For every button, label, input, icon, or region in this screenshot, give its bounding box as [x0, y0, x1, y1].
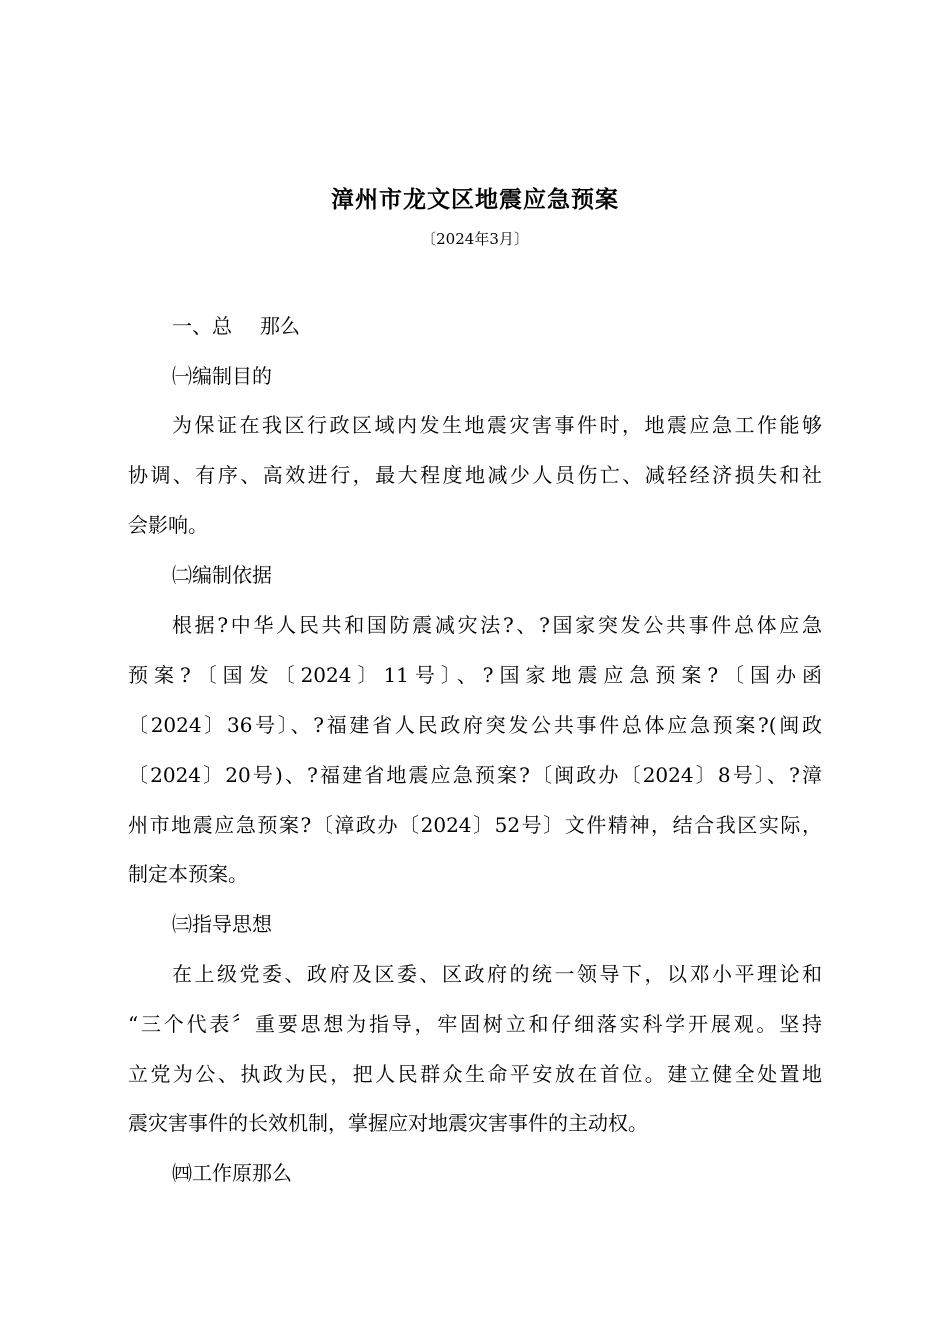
paragraph-line: “三个代表〞重要思想为指导，牢固树立和仔细落实科学开展观。坚持 [128, 1012, 822, 1036]
paragraph-line: 预案?〔国发〔2024〕11号〕、?国家地震应急预案?〔国办函 [128, 663, 822, 687]
section-name: 那么 [260, 314, 300, 338]
subsection-heading-work-principles: ㈣工作原那么 [172, 1161, 292, 1185]
subsection-heading-purpose: ㈠编制目的 [172, 364, 272, 388]
paragraph-line: 在上级党委、政府及区委、区政府的统一领导下，以邓小平理论和 [172, 962, 822, 986]
section-heading-general [172, 311, 822, 341]
section-number: 一、总 [172, 314, 232, 338]
paragraph-line: 〔2024〕20号)、?福建省地震应急预案?〔闽政办〔2024〕8号〕、?漳 [128, 763, 822, 787]
paragraph-line: 立党为公、执政为民，把人民群众生命平安放在首位。建立健全处置地 [128, 1062, 822, 1086]
paragraph-line: 震灾害事件的长效机制，掌握应对地震灾害事件的主动权。 [128, 1111, 648, 1135]
paragraph-line: 制定本预案。 [128, 862, 248, 886]
document-title: 漳州市龙文区地震应急预案 [331, 186, 619, 213]
paragraph-line: 为保证在我区行政区域内发生地震灾害事件时，地震应急工作能够 [172, 413, 822, 437]
paragraph-line: 会影响。 [128, 513, 208, 537]
paragraph-line: 协调、有序、高效进行，最大程度地减少人员伤亡、减轻经济损失和社 [128, 463, 822, 487]
paragraph-line: 根据?中华人民共和国防震减灾法?、?国家突发公共事件总体应急 [172, 613, 822, 637]
subsection-heading-basis: ㈡编制依据 [172, 563, 272, 587]
document-date: 〔2024年3月〕 [421, 230, 529, 248]
paragraph-line: 州市地震应急预案?〔漳政办〔2024〕52号〕文件精神，结合我区实际， [128, 813, 822, 837]
subsection-heading-guiding-ideology: ㈢指导思想 [172, 912, 272, 936]
paragraph-line: 〔2024〕36号〕、?福建省人民政府突发公共事件总体应急预案?(闽政 [128, 713, 822, 737]
